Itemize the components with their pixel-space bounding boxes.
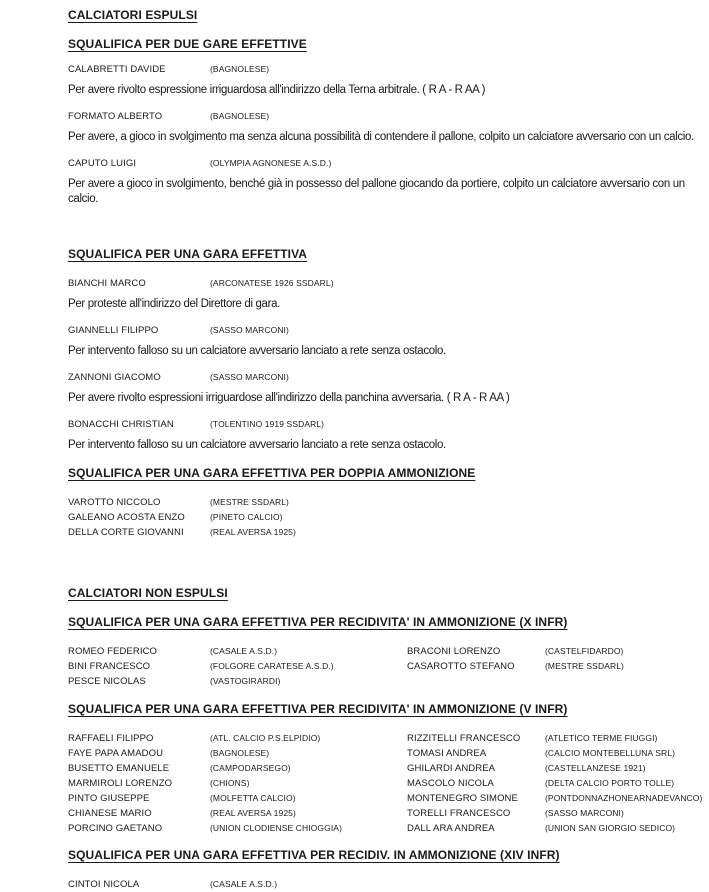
- list-item: [68, 806, 705, 821]
- heading-doppia-ammonizione: SQUALIFICA PER UNA GARA EFFETTIVA PER DOPPIA AMMONIZIONE: [68, 466, 476, 480]
- player-name: ZANNONI GIACOMO: [68, 372, 161, 383]
- player-name: FORMATO ALBERTO: [68, 111, 163, 122]
- player-row: [68, 277, 705, 290]
- player-club: (UNION CLODIENSE CHIOGGIA): [210, 823, 343, 833]
- player-name: PINTO GIUSEPPE: [68, 793, 150, 804]
- list-item: [68, 674, 705, 689]
- player-club: (OLYMPIA AGNONESE A.S.D.): [210, 158, 332, 168]
- sanction-reason: Per intervento falloso su un calciatore avversario lanciato a rete senza ostacolo.: [68, 345, 446, 357]
- player-club: (CHIONS): [210, 778, 250, 788]
- list-item: [68, 731, 705, 746]
- player-name: MASCOLO NICOLA: [407, 778, 494, 789]
- player-name: BINI FRANCESCO: [68, 661, 151, 672]
- player-name: CINTOI NICOLA: [68, 879, 140, 890]
- player-name: GHILARDI ANDREA: [407, 763, 496, 774]
- player-list: [68, 877, 705, 892]
- sanction-reason: Per intervento falloso su un calciatore avversario lanciato a rete senza ostacolo.: [68, 439, 446, 451]
- player-name: PESCE NICOLAS: [68, 676, 146, 687]
- heading-due-gare-effettive: SQUALIFICA PER DUE GARE EFFETTIVE: [68, 37, 307, 51]
- player-entry: [68, 63, 705, 98]
- player-row: [68, 110, 705, 123]
- sanction-reason: Per avere rivolto espressioni irriguardose all'indirizzo della panchina avversaria. ( R A - R AA ): [68, 392, 510, 404]
- list-item: [68, 877, 705, 892]
- player-club: (BAGNOLESE): [210, 111, 270, 121]
- player-name: CASAROTTO STEFANO: [407, 661, 515, 672]
- player-club: (SASSO MARCONI): [545, 808, 624, 818]
- player-entry: [68, 371, 705, 406]
- player-name: DALL ARA ANDREA: [407, 823, 495, 834]
- player-club: (PONTDONNAZHONEARNADEVANCO): [545, 793, 703, 803]
- list-item: [68, 761, 705, 776]
- player-list: [68, 644, 705, 689]
- player-name: CAPUTO LUIGI: [68, 158, 137, 169]
- player-entry: [68, 157, 705, 207]
- player-name: MONTENEGRO SIMONE: [407, 793, 518, 804]
- list-item: [68, 791, 705, 806]
- list-item: [68, 510, 705, 525]
- player-name: BRACONI LORENZO: [407, 646, 501, 657]
- player-club: (CASALE A.S.D.): [210, 879, 278, 889]
- player-row: [68, 157, 705, 170]
- heading-recidivita-v-infr: SQUALIFICA PER UNA GARA EFFETTIVA PER RECIDIVITA' IN AMMONIZIONE (V INFR): [68, 702, 568, 716]
- player-club: (REAL AVERSA 1925): [210, 527, 296, 537]
- player-list: [68, 495, 705, 540]
- player-row: [68, 418, 705, 431]
- player-name: RAFFAELI FILIPPO: [68, 733, 154, 744]
- list-item: [68, 746, 705, 761]
- player-club: (MOLFETTA CALCIO): [210, 793, 296, 803]
- heading-calciatori-espulsi: CALCIATORI ESPULSI: [68, 8, 198, 22]
- player-list: [68, 731, 705, 836]
- list-item: [68, 495, 705, 510]
- heading-recidiv-xiv-infr: SQUALIFICA PER UNA GARA EFFETTIVA PER RECIDIV. IN AMMONIZIONE (XIV INFR): [68, 848, 560, 862]
- sanction-reason: Per avere a gioco in svolgimento, benché già in possesso del pallone giocando da portiere, colpito un calciatore avversario con un calcio.: [68, 178, 685, 205]
- player-name: BIANCHI MARCO: [68, 278, 146, 289]
- sanction-reason: Per avere rivolto espressione irriguardosa all'indirizzo della Terna arbitrale. ( R A - R AA ): [68, 84, 486, 96]
- list-item: [68, 659, 705, 674]
- player-name: PORCINO GAETANO: [68, 823, 163, 834]
- heading-calciatori-non-espulsi: CALCIATORI NON ESPULSI: [68, 586, 228, 600]
- player-club: (SASSO MARCONI): [210, 325, 289, 335]
- player-club: (REAL AVERSA 1925): [210, 808, 296, 818]
- player-club: (CAMPODARSEGO): [210, 763, 291, 773]
- player-club: (ARCONATESE 1926 SSDARL): [210, 278, 334, 288]
- player-club: (PINETO CALCIO): [210, 512, 283, 522]
- player-name: BUSETTO EMANUELE: [68, 763, 170, 774]
- player-name: CALABRETTI DAVIDE: [68, 64, 166, 75]
- player-club: (MESTRE SSDARL): [210, 497, 289, 507]
- player-club: (CALCIO MONTEBELLUNA SRL): [545, 748, 676, 758]
- player-name: GALEANO ACOSTA ENZO: [68, 512, 185, 523]
- player-club: (CASALE A.S.D.): [210, 646, 278, 656]
- list-item: [68, 776, 705, 791]
- player-club: (UNION SAN GIORGIO SEDICO): [545, 823, 676, 833]
- player-name: TOMASI ANDREA: [407, 748, 487, 759]
- player-club: (SASSO MARCONI): [210, 372, 289, 382]
- player-name: GIANNELLI FILIPPO: [68, 325, 159, 336]
- player-name: DELLA CORTE GIOVANNI: [68, 527, 184, 538]
- player-row: [68, 324, 705, 337]
- heading-recidivita-x-infr: SQUALIFICA PER UNA GARA EFFETTIVA PER RECIDIVITA' IN AMMONIZIONE (X INFR): [68, 615, 568, 629]
- player-entry: [68, 324, 705, 359]
- player-entry: [68, 110, 705, 145]
- list-item: [68, 821, 705, 836]
- player-name: FAYE PAPA AMADOU: [68, 748, 164, 759]
- player-name: ROMEO FEDERICO: [68, 646, 158, 657]
- player-entry: [68, 277, 705, 312]
- heading-una-gara-effettiva: SQUALIFICA PER UNA GARA EFFETTIVA: [68, 247, 308, 261]
- player-club: (ATLETICO TERME FIUGGI): [545, 733, 658, 743]
- player-name: CHIANESE MARIO: [68, 808, 152, 819]
- player-row: [68, 63, 705, 76]
- player-entry: [68, 418, 705, 453]
- list-item: [68, 525, 705, 540]
- player-club: (DELTA CALCIO PORTO TOLLE): [545, 778, 675, 788]
- player-club: (BAGNOLESE): [210, 64, 270, 74]
- player-club: (ATL. CALCIO P.S.ELPIDIO): [210, 733, 321, 743]
- player-name: TORELLI FRANCESCO: [407, 808, 511, 819]
- player-name: RIZZITELLI FRANCESCO: [407, 733, 521, 744]
- list-item: [68, 644, 705, 659]
- player-name: VAROTTO NICCOLO: [68, 497, 161, 508]
- player-name: BONACCHI CHRISTIAN: [68, 419, 174, 430]
- player-club: (FOLGORE CARATESE A.S.D.): [210, 661, 334, 671]
- player-row: [68, 371, 705, 384]
- sanction-reason: Per avere, a gioco in svolgimento ma senza alcuna possibilità di contendere il pallone, colpito un calciatore avversario con un calcio.: [68, 131, 694, 143]
- player-club: (BAGNOLESE): [210, 748, 270, 758]
- player-club: (MESTRE SSDARL): [545, 661, 624, 671]
- player-club: (VASTOGIRARDI): [210, 676, 281, 686]
- player-club: (CASTELFIDARDO): [545, 646, 624, 656]
- player-club: (TOLENTINO 1919 SSDARL): [210, 419, 325, 429]
- player-club: (CASTELLANZESE 1921): [545, 763, 646, 773]
- player-name: MARMIROLI LORENZO: [68, 778, 173, 789]
- sanction-reason: Per proteste all'indirizzo del Direttore di gara.: [68, 298, 280, 310]
